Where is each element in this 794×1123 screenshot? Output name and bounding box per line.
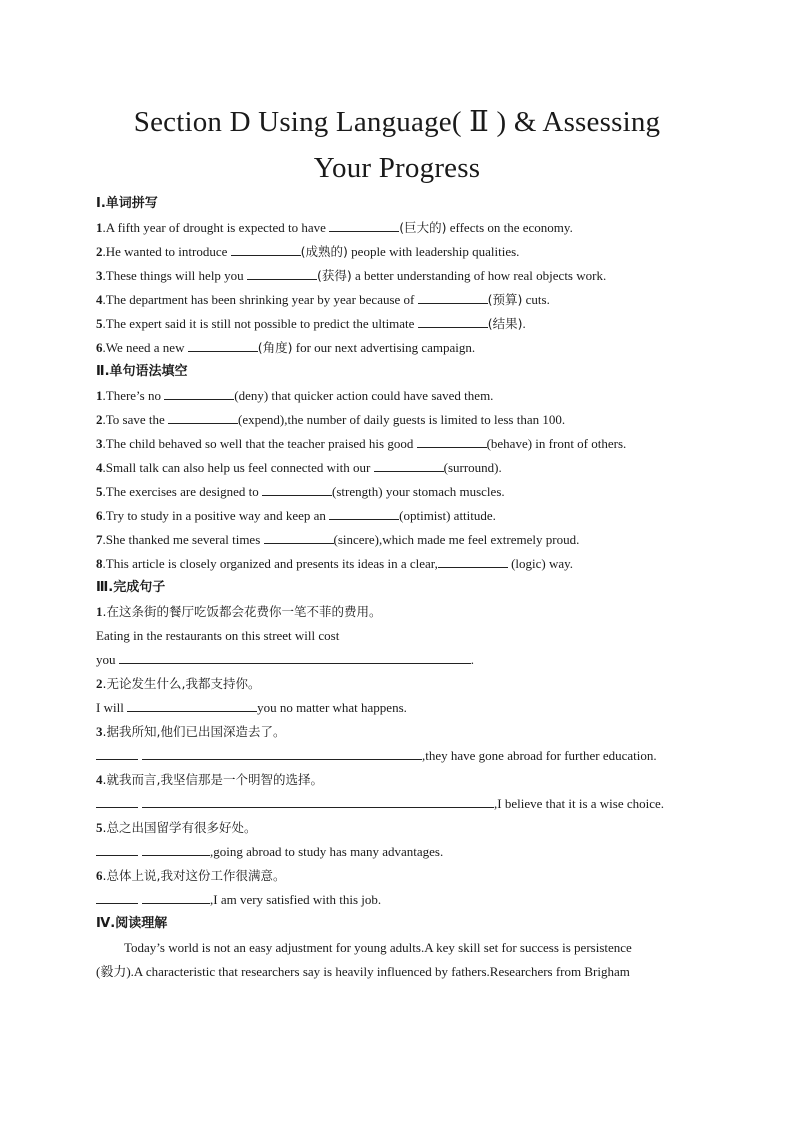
sentence-post: ,I am very satisfied with this job. <box>210 892 382 907</box>
item-text-post: effects on the economy. <box>446 220 573 235</box>
s2-item-4 <box>96 459 502 477</box>
s1-item-3 <box>96 267 606 285</box>
page-title-line2: Your Progress <box>313 152 481 184</box>
item-text-post: cuts. <box>522 292 550 307</box>
answer-blank[interactable] <box>418 291 488 304</box>
s1-item-1 <box>96 219 573 237</box>
item-text-pre: .These things will help you <box>102 268 247 283</box>
item-number: 1 <box>96 604 103 619</box>
item-number: 7 <box>96 532 103 547</box>
s3-q6-chinese <box>96 867 285 885</box>
s2-item-5 <box>96 483 505 501</box>
item-text-pre: .Try to study in a positive way and keep an <box>102 508 330 523</box>
item-number: 5 <box>96 316 103 331</box>
item-number: 6 <box>96 508 103 523</box>
item-number: 6 <box>96 868 103 883</box>
item-number: 3 <box>96 436 103 451</box>
item-text-pre: .She thanked me several times <box>102 532 264 547</box>
s3-q2-english <box>96 699 407 717</box>
chinese-prompt: .总之出国留学有很多好处。 <box>102 820 257 835</box>
s3-q4-english <box>96 795 664 813</box>
chinese-prompt: .在这条街的餐厅吃饭都会花费你一笔不菲的费用。 <box>102 604 382 619</box>
s1-item-2 <box>96 243 519 261</box>
chinese-prompt: .据我所知,他们已出国深造去了。 <box>102 724 286 739</box>
s3-q2-chinese <box>96 675 260 693</box>
item-number: 3 <box>96 724 103 739</box>
item-text-post: ,the number of daily guests is limited to less than 100. <box>284 412 566 427</box>
s3-q3-chinese <box>96 723 285 741</box>
section-3-heading: Ⅲ.完成句子 <box>96 580 166 595</box>
s3-q1-english-line1: Eating in the restaurants on this street will cost <box>96 628 340 643</box>
answer-blank[interactable] <box>188 339 258 352</box>
answer-blank[interactable] <box>142 891 210 904</box>
item-hint: (behave) <box>486 436 533 451</box>
item-number: 6 <box>96 340 103 355</box>
answer-blank[interactable] <box>247 267 317 280</box>
item-hint: (角度) <box>257 340 293 355</box>
item-text-post: ,which made me feel extremely proud. <box>378 532 580 547</box>
item-text-pre: .This article is closely organized and presents its ideas in a clear, <box>102 556 438 571</box>
item-hint: (logic) <box>507 556 546 571</box>
item-text-post: . <box>522 316 526 331</box>
answer-blank[interactable] <box>417 435 487 448</box>
item-text-pre: .We need a new <box>102 340 188 355</box>
item-hint: (预算) <box>487 292 523 307</box>
sentence-pre: you <box>96 652 119 667</box>
s1-item-5 <box>96 315 526 333</box>
sentence-post: ,going abroad to study has many advantages. <box>210 844 444 859</box>
item-number: 1 <box>96 388 103 403</box>
answer-blank[interactable] <box>96 795 138 808</box>
item-text-pre: .To save the <box>102 412 169 427</box>
item-number: 1 <box>96 220 103 235</box>
item-number: 8 <box>96 556 103 571</box>
sentence-post: . <box>470 652 474 667</box>
answer-blank[interactable] <box>231 243 301 256</box>
page-title-line1: Section D Using Language( Ⅱ ) & Assessing <box>133 106 661 138</box>
answer-blank[interactable] <box>142 843 210 856</box>
item-number: 3 <box>96 268 103 283</box>
item-hint: (成熟的) <box>300 244 348 259</box>
item-text-pre: .The child behaved so well that the teacher praised his good <box>102 436 417 451</box>
item-number: 5 <box>96 484 103 499</box>
answer-blank[interactable] <box>119 651 471 664</box>
answer-blank[interactable] <box>142 747 422 760</box>
answer-blank[interactable] <box>96 843 138 856</box>
item-number: 2 <box>96 412 103 427</box>
item-number: 5 <box>96 820 103 835</box>
item-text-post: your stomach muscles. <box>382 484 505 499</box>
s3-q1-chinese <box>96 603 381 621</box>
answer-blank[interactable] <box>127 699 257 712</box>
chinese-prompt: .总体上说,我对这份工作很满意。 <box>102 868 286 883</box>
item-text-post: attitude. <box>450 508 496 523</box>
s3-q4-chinese <box>96 771 323 789</box>
s1-item-6 <box>96 339 475 357</box>
sentence-post: ,I believe that it is a wise choice. <box>494 796 665 811</box>
section-4-heading: Ⅳ.阅读理解 <box>96 916 168 931</box>
item-number: 2 <box>96 676 103 691</box>
s2-item-6 <box>96 507 496 525</box>
section-2-heading: Ⅱ.单句语法填空 <box>96 364 188 379</box>
sentence-pre: I will <box>96 700 128 715</box>
chinese-prompt: .无论发生什么,我都支持你。 <box>102 676 261 691</box>
item-number: 4 <box>96 772 103 787</box>
section-1-heading: Ⅰ.单词拼写 <box>96 196 158 211</box>
s1-item-4 <box>96 291 550 309</box>
item-number: 2 <box>96 244 103 259</box>
item-text-pre: .The exercises are designed to <box>102 484 263 499</box>
item-hint: (结果) <box>487 316 523 331</box>
s3-q1-english-line2 <box>96 651 474 669</box>
item-text-pre: .Small talk can also help us feel connected with our <box>102 460 374 475</box>
item-text-post: people with leadership qualities. <box>347 244 520 259</box>
item-text-post: in front of others. <box>532 436 627 451</box>
item-text-pre: .The expert said it is still not possible to predict the ultimate <box>102 316 418 331</box>
s2-item-3 <box>96 435 626 453</box>
s2-item-1 <box>96 387 493 405</box>
answer-blank[interactable] <box>329 219 399 232</box>
answer-blank[interactable] <box>168 411 238 424</box>
answer-blank[interactable] <box>264 531 334 544</box>
reading-paragraph-line2: (毅力).A characteristic that researchers say is heavily influenced by fathers.Researchers from Brigham <box>96 964 630 979</box>
answer-blank[interactable] <box>164 387 234 400</box>
item-text-pre: .There’s no <box>102 388 165 403</box>
reading-paragraph-line1: Today’s world is not an easy adjustment for young adults.A key skill set for success is persistence <box>124 940 632 955</box>
s3-q5-english <box>96 843 443 861</box>
item-hint: (strength) <box>332 484 383 499</box>
item-number: 4 <box>96 292 103 307</box>
s3-q6-english <box>96 891 381 909</box>
item-text-pre: .The department has been shrinking year by year because of <box>102 292 418 307</box>
item-hint: (expend) <box>238 412 285 427</box>
item-hint: (获得) <box>316 268 352 283</box>
s3-q5-chinese <box>96 819 256 837</box>
s2-item-7 <box>96 531 579 549</box>
item-text-post: . <box>498 460 502 475</box>
item-hint: (巨大的) <box>399 220 447 235</box>
item-text-pre: .He wanted to introduce <box>102 244 231 259</box>
sentence-post: you no matter what happens. <box>257 700 407 715</box>
answer-blank[interactable] <box>96 891 138 904</box>
answer-blank[interactable] <box>96 747 138 760</box>
answer-blank[interactable] <box>438 555 508 568</box>
item-hint: (deny) <box>234 388 269 403</box>
chinese-prompt: .就我而言,我坚信那是一个明智的选择。 <box>102 772 323 787</box>
answer-blank[interactable] <box>262 483 332 496</box>
item-text-post: way. <box>545 556 574 571</box>
answer-blank[interactable] <box>142 795 494 808</box>
item-text-pre: .A fifth year of drought is expected to have <box>102 220 330 235</box>
answer-blank[interactable] <box>418 315 488 328</box>
sentence-post: ,they have gone abroad for further education. <box>422 748 657 763</box>
item-number: 4 <box>96 460 103 475</box>
item-hint: (surround) <box>443 460 499 475</box>
answer-blank[interactable] <box>374 459 444 472</box>
item-text-post: for our next advertising campaign. <box>292 340 476 355</box>
item-hint: (sincere) <box>333 532 379 547</box>
item-text-post: a better understanding of how real objects work. <box>351 268 607 283</box>
item-text-post: that quicker action could have saved them. <box>268 388 494 403</box>
s3-q3-english <box>96 747 657 765</box>
s2-item-8 <box>96 555 573 573</box>
item-hint: (optimist) <box>399 508 451 523</box>
s2-item-2 <box>96 411 565 429</box>
answer-blank[interactable] <box>329 507 399 520</box>
